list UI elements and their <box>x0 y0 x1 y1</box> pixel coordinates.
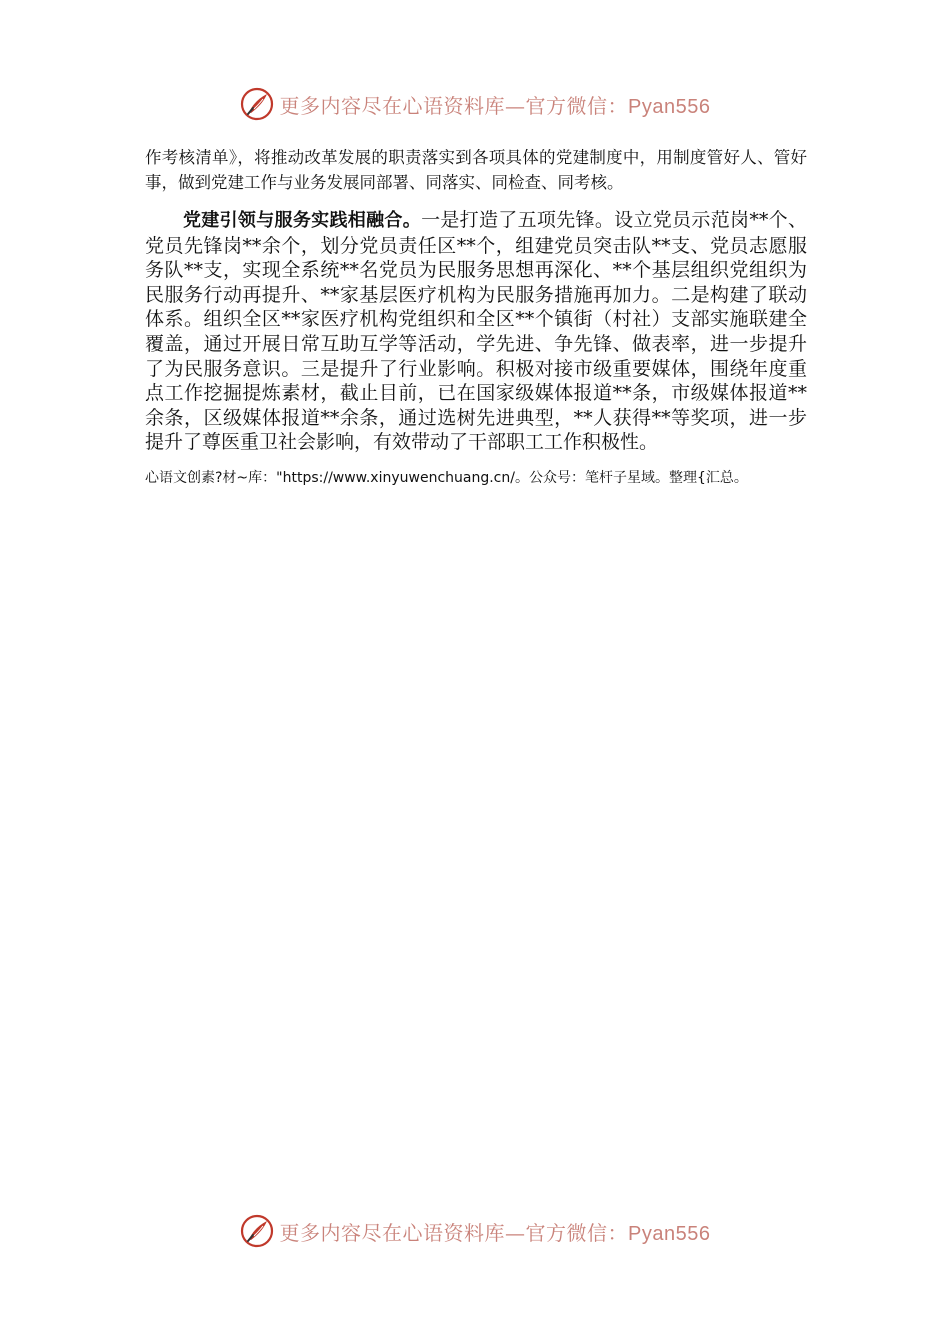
quill-pen-logo-icon <box>240 87 274 121</box>
footer-banner-handle: Pyan556 <box>628 1222 711 1245</box>
header-banner <box>0 82 950 126</box>
header-banner-handle: Pyan556 <box>628 95 711 118</box>
paragraph-2 <box>145 208 807 455</box>
footer-banner-text: 更多内容尽在心语资料库—官方微信：Pyan556 <box>279 1220 711 1245</box>
paragraph-2-lead: 党建引领与服务实践相融合。 <box>183 210 422 231</box>
footer-banner <box>0 1209 950 1253</box>
header-banner-text: 更多内容尽在心语资料库—官方微信：Pyan556 <box>279 93 711 118</box>
document-body <box>145 145 807 489</box>
source-note: 心语文创素?材~库："https://www.xinyuwenchuang.cn/。公众号：笔杆子星域。整理{汇总。 <box>145 469 748 486</box>
quill-pen-logo-icon <box>240 1214 274 1248</box>
paragraph-2-text: 一是打造了五项先锋。设立党员示范岗**个、党员先锋岗**余个，划分党员责任区**个，组建党员突击队**支、党员志愿服务队**支，实现全系统**名党员为民服务思想再深化、**个基层组织党组织为民服务行动再提升、**家基层医疗机构为民服务措施再加力。二是构建了联动体系。组织全区**家医疗机构党组织和全区**个镇街（村社）支部实施联建全覆盖，通过开展日常互助互学等活动，学先进、争先锋、做表率，进一步提升了为民服务意识。三是提升了行业影响。积极对接市级重要媒体，围绕年度重点工作挖掘提炼素材，截止目前，已在国家级媒体报道**条，市级媒体报道**余条，区级媒体报道**余条，通过选树先进典型，**人获得**等奖项，进一步提升了尊医重卫社会影响，有效带动了干部职工工作积极性。 <box>145 209 807 454</box>
paragraph-1: 作考核清单》，将推动改革发展的职责落实到各项具体的党建制度中，用制度管好人、管好事，做到党建工作与业务发展同部署、同落实、同检查、同考核。 <box>145 148 807 192</box>
